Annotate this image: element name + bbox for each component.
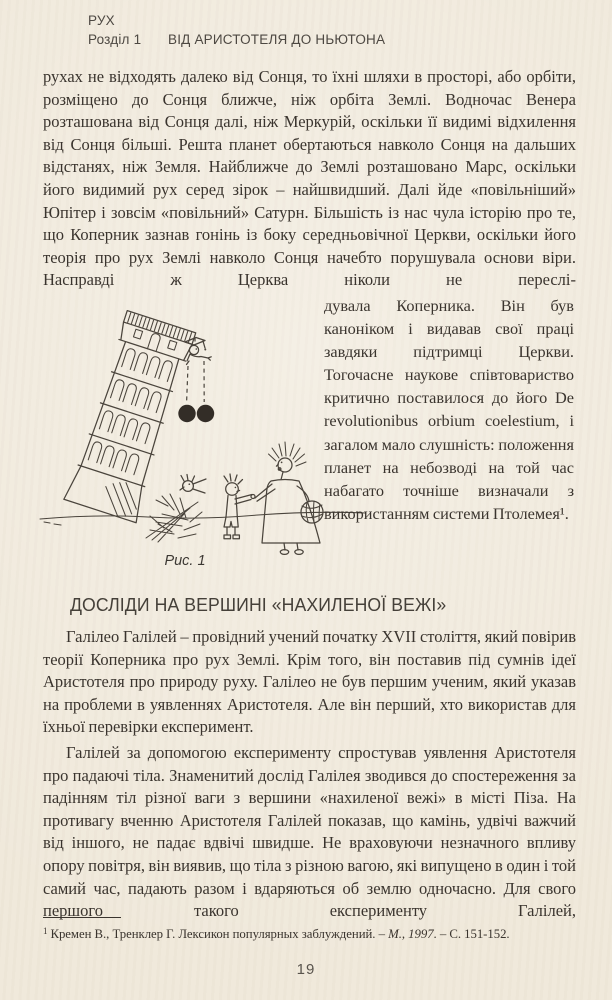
running-head-chapter-label: Розділ 1 <box>88 32 142 47</box>
figure-illustration <box>38 290 370 558</box>
running-head-book-title: РУХ <box>88 13 115 28</box>
paragraph-continued: рухах не відходять далеко від Сонця, то їхні шляхи в просторі, або орбіти, розміщено до Сонця ближче, ніж орбіта Землі. Водночас Венера розташована від Сонця далі, ніж Меркурій, оскільки її видимі відхилення від Сонця більші. Решта планет обертаються навколо Сонця на дальших відстанях, ніж Земля. Найближче до Землі розташовано Марс, оскільки його видимий рух серед зірок – найшвидший. Далі йде «повільніший» Юпітер і зовсім «повільний» Сатурн. Більшість із нас чула історію про те, що Коперник зазнав гонінь із боку середньовічної Церкви, оскільки його теорія про рух Землі навколо Сонця начебто порушувала основи віри. Насправді ж Церква ніколи не переслі- <box>43 67 576 290</box>
paragraph-wrapped: дувала Коперника. Він був каноніком і видавав свої праці завдяки підтримці Церкви. Тогочасне наукове співтовариство критично поставилося до його De revolutionibus orbium coelestium, і загалом мало слушність: положення планет на небозводі на той час набагато точніше визначали з використанням системи Птолемея¹. <box>324 296 574 523</box>
running-head-chapter-title: ВІД АРИСТОТЕЛЯ ДО НЬЮТОНА <box>168 32 386 47</box>
footnote <box>43 923 588 942</box>
footnote-marker: 1 <box>43 926 48 936</box>
figure-caption: Рис. 1 <box>164 553 206 569</box>
leaning-tower-illustration <box>38 290 370 558</box>
section-heading: ДОСЛІДИ НА ВЕРШИНІ «НАХИЛЕНОЇ ВЕЖІ» <box>70 595 447 615</box>
footnote-text-italic: М., 1997 <box>388 927 434 941</box>
child-figure <box>224 474 255 539</box>
leaning-tower <box>64 310 198 523</box>
footnote-text: Кремен В., Тренклер Г. Лексикон популярных заблуждений. – <box>50 927 389 941</box>
footnote-text-end: . – С. 151-152. <box>433 927 510 941</box>
woman-figure <box>255 442 323 554</box>
paragraph-experiment: Галілей за допомогою експерименту спростував уявлення Аристотеля про падаючі тіла. Знаменитий дослід Галілея зводився до спостереження за падінням тіл різної ваги з вершини «нахиленої вежі» в місті Піза. На противагу вченню Аристотеля Галілей показав, що камінь, удвічі важчий від іншого, не падає вдвічі швидше. Не враховуючи незначного впливу опору повітря, він виявив, що тіла з різною вагою, які випущено в один і той самий час, падають разом і вдаряються об землю одночасно. Для свого першого такого експерименту Галілей, <box>43 743 576 921</box>
paragraph-galileo-intro: Галілео Галілей – провідний учений початку XVII століття, який повірив теорії Коперника про рух Землі. Крім того, він поставив під сумнів ідеї Аристотеля про природу руху. Галілео не був першим ученим, який указав на проблеми в уявленнях Аристотеля. Але він перший, хто використав для їхньої перевірки експеримент. <box>43 627 576 737</box>
dog-sketch <box>180 475 206 494</box>
page-number: 19 <box>296 961 316 978</box>
footnote-rule <box>43 917 121 918</box>
drop-trajectories <box>187 361 205 402</box>
falling-balls <box>179 405 214 421</box>
ground-line <box>40 512 366 525</box>
